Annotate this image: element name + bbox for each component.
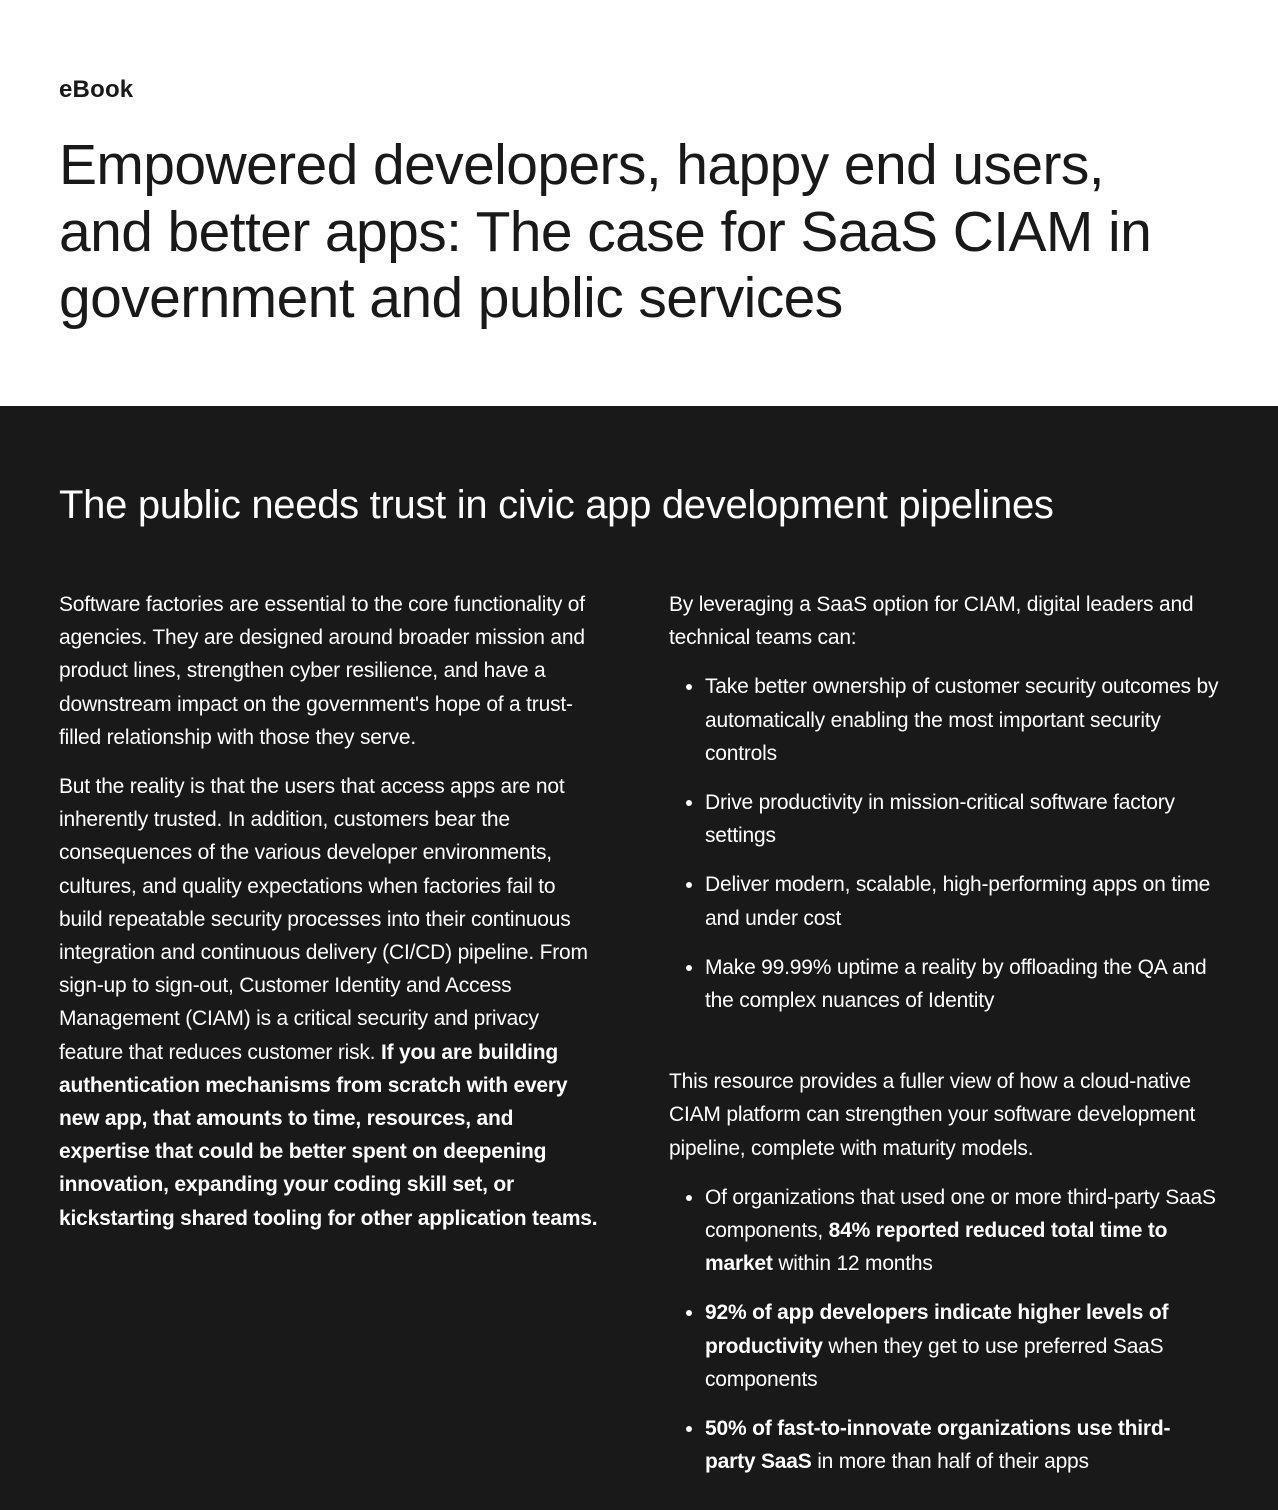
stat-highlight: 84% reported reduced total time to market [705,1219,1168,1276]
stat-item [705,1181,1219,1281]
paragraph-emphasis: If you are building authentication mechanisms from scratch with every new app, that amounts to time, resources, and expertise that could be better spent on deepening innovation, expanding your coding skill set, or kickstarting shared tooling for other application teams. [59,1040,598,1230]
ebook-label: eBook [59,76,134,103]
list-item: • Drive productivity in mission-critical software factory settings [705,786,1219,852]
stat-text: in more than half of their apps [811,1450,1089,1474]
benefits-list [669,670,1219,1017]
stat-text: when they get to use preferred SaaS components [705,1334,1164,1391]
content-section [0,406,1278,1494]
two-column-body [59,588,1219,1494]
stat-text: within 12 months [772,1252,933,1276]
paragraph-text: But the reality is that the users that access apps are not inherently trusted. In addition, customers bear the consequences of the various developer environments, cultures, and quality expectations when factories fail to build repeatable security processes into their continuous integration and continuous delivery (CI/CD) pipeline. From sign-up to sign-out, Customer Identity and Access Management (CIAM) is a critical security and privacy feature that reduces customer risk. [59,775,588,1064]
stat-text: Of organizations that used one or more third-party SaaS components, [705,1185,1216,1243]
benefits-intro: By leveraging a SaaS option for CIAM, digital leaders and technical teams can: [669,593,1194,650]
stats-list [669,1181,1219,1479]
hero-header [0,0,1278,406]
paragraph-users-trust [59,770,604,1235]
right-column [669,588,1219,1494]
list-item: • Deliver modern, scalable, high-performing apps on time and under cost [705,868,1219,934]
stat-highlight: 92% of app developers indicate higher levels of productivity [705,1301,1169,1358]
stat-item [705,1296,1219,1396]
resource-paragraph: This resource provides a fuller view of how a cloud-native CIAM platform can strengthen your software development pipeline, complete with maturity models. [669,1070,1196,1160]
paragraph-software-factories: Software factories are essential to the core functionality of agencies. They are designed around broader mission and product lines, strengthen cyber resilience, and have a downstream impact on the government's hope of a trust-filled relationship with those they serve. [59,593,585,749]
left-column [59,588,604,1494]
stat-item [705,1412,1219,1478]
page-title: Empowered developers, happy end users, and better apps: The case for SaaS CIAM in government and public services [59,133,1152,330]
stat-highlight: 50% of fast-to-innovate organizations use third-party SaaS [705,1417,1171,1474]
section-title: The public needs trust in civic app development pipelines [59,483,1054,527]
list-item: • Take better ownership of customer security outcomes by automatically enabling the most important security controls [705,670,1219,770]
list-item: • Make 99.99% uptime a reality by offloading the QA and the complex nuances of Identity [705,951,1219,1017]
